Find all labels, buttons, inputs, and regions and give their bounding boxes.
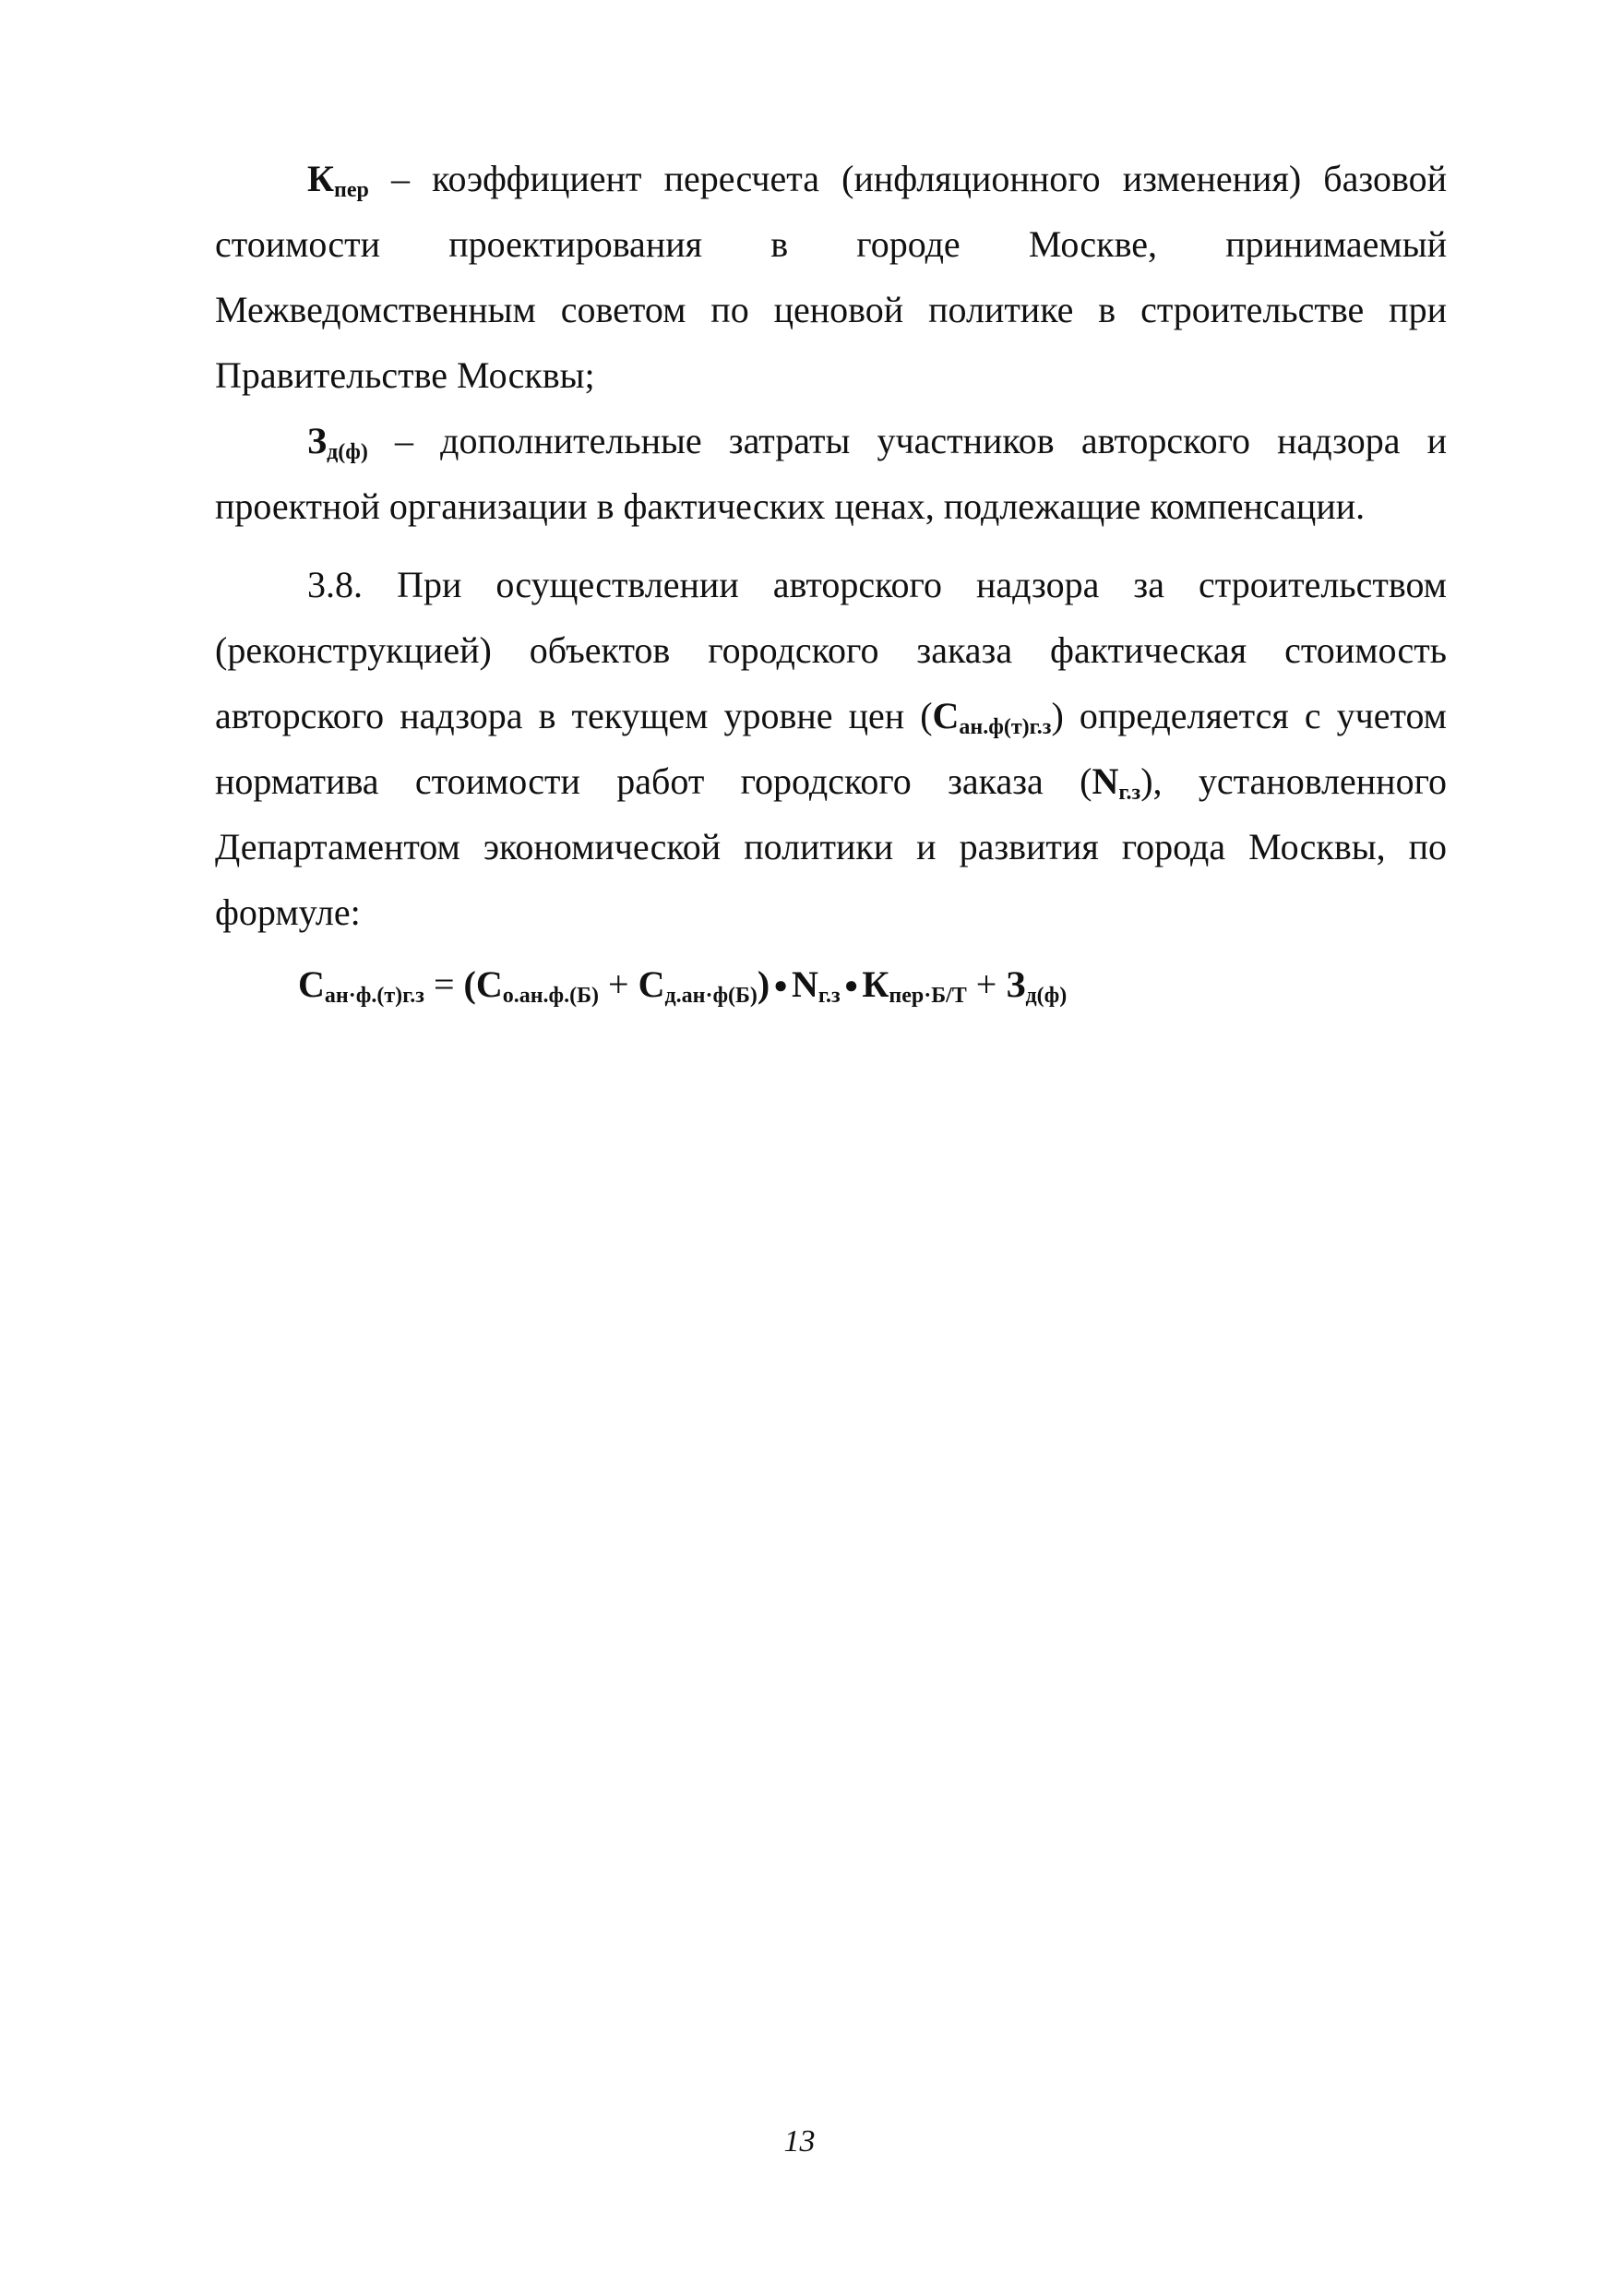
paragraph-kper-definition [215,146,1447,408]
formula-equals: = [424,963,464,1005]
kper-subscript: пер [334,178,369,202]
formula-k-subscript: пер·Б/Т [889,984,967,1008]
page-number: 13 [783,2124,816,2158]
cost-formula [298,951,1067,1018]
c-an-subscript: ан.ф(т)г.з [959,715,1052,739]
kper-definition-text: – коэффициент пересчета (инфляционного изменения) базовой стоимости проектирования в городе Москве, принимаемый Межведомственным советом по ценовой политике в строительстве при Правительстве Москвы; [215,158,1447,396]
formula-multiply-dot-1: ● [773,972,788,999]
zd-symbol: З [307,420,328,461]
kper-symbol: К [307,158,335,199]
formula-term2-subscript: д.ан·ф(Б) [664,984,758,1008]
formula-plus-1: + [599,963,638,1005]
formula-term1-subscript: о.ан.ф.(Б) [502,984,600,1008]
n-gz-subscript: г.з [1118,781,1141,805]
section-3-8-text-middle: ) определяется с учетом норматива стоимости работ городского заказа ( [215,695,1447,802]
formula-n-symbol: N [791,963,818,1005]
formula-open-paren: ( [463,963,476,1005]
formula-term1-symbol: С [475,963,503,1005]
formula-z-subscript: д(ф) [1025,984,1068,1008]
paragraph-3-8 [215,552,1447,945]
formula-z-symbol: З [1006,963,1026,1005]
formula-multiply-dot-2: ● [843,972,859,999]
formula-k-symbol: К [862,963,889,1005]
formula-lhs-subscript: ан·ф.(т)г.з [324,984,424,1008]
section-3-8-text-end: ), установленного Департаментом экономической политики и развития города Москвы, по формуле: [215,760,1448,933]
formula-close-paren: ) [757,963,770,1005]
formula-term2-symbol: С [638,963,665,1005]
formula-lhs-symbol: С [298,963,325,1005]
paragraph-zd-definition [215,408,1447,539]
formula-plus-2: + [966,963,1007,1005]
zd-subscript: д(ф) [327,440,368,464]
formula-n-subscript: г.з [817,984,841,1008]
n-gz-symbol: N [1092,760,1119,802]
section-3-8-text-start: 3.8. При осуществлении авторского надзора за строительством (реконструкцией) объектов городского заказа фактическая стоимость авторского надзора в текущем уровне цен ( [215,564,1447,736]
zd-definition-text: – дополнительные затраты участников авторского надзора и проектной организации в фактических ценах, подлежащие компенсации. [215,420,1447,527]
c-an-symbol: С [932,695,960,736]
